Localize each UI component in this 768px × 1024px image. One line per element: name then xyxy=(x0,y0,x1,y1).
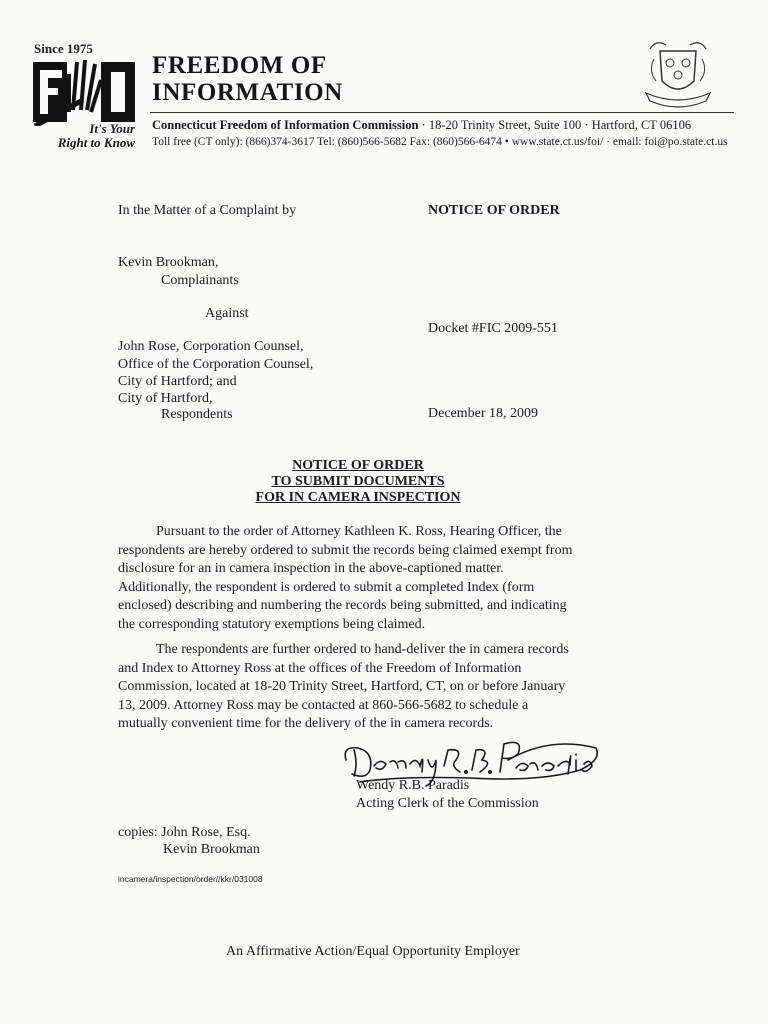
paragraph-2-line: and Index to Attorney Ross at the offices of the Freedom of Information xyxy=(118,660,522,676)
notice-label: NOTICE OF ORDER xyxy=(428,203,560,218)
paragraph-1-line: Additionally, the respondent is ordered to submit a completed Index (form xyxy=(118,579,535,595)
file-reference: incamera/inspection/order//kkr/031008 xyxy=(118,874,263,884)
paragraph-2-line: mutually convenient time for the delivery of the in camera records. xyxy=(118,716,494,731)
paragraph-1 xyxy=(118,523,598,634)
paragraph-1-line: the corresponding statutory exemptions being claimed. xyxy=(118,616,426,632)
copies-line-1: copies: John Rose, Esq. xyxy=(118,825,251,840)
tagline-line1: It's Your xyxy=(89,121,135,136)
paragraph-2 xyxy=(118,641,598,734)
contact-phone-line: Toll free (CT only): (866)374-3617 Tel: (860)566-5682 Fax: (860)566-6474 • www.state.ct.us/foi/ · email: foi@po.state.ct.us xyxy=(152,136,728,148)
paragraph-1-line: enclosed) describing and numbering the records being submitted, and indicating xyxy=(118,598,567,613)
paragraph-2-line: Commission, located at 18-20 Trinity Street, Hartford, CT, on or before January xyxy=(118,679,566,694)
foi-logo-icon xyxy=(33,60,135,126)
copies-line-2: Kevin Brookman xyxy=(163,842,260,857)
commission-name: Connecticut Freedom of Information Commission xyxy=(152,118,419,132)
respondent-role: Respondents xyxy=(161,407,233,422)
matter-label: In the Matter of a Complaint by xyxy=(118,203,297,218)
paragraph-1-line: Pursuant to the order of Attorney Kathleen K. Ross, Hearing Officer, the xyxy=(156,524,562,539)
respondent-line-3: City of Hartford; and xyxy=(118,374,237,389)
state-seal-icon xyxy=(640,35,716,111)
paragraph-1-line: respondents are hereby ordered to submit the records being claimed exempt from xyxy=(118,542,573,558)
tagline xyxy=(50,122,135,150)
docket-number: Docket #FIC 2009-551 xyxy=(428,321,558,336)
org-title-line2: INFORMATION xyxy=(152,79,343,106)
heading-line-1: NOTICE OF ORDER xyxy=(292,458,424,473)
letterhead-rule xyxy=(150,112,734,113)
complainant-role: Complainants xyxy=(161,273,239,288)
since-label: Since 1975 xyxy=(34,41,93,56)
paragraph-2-line: The respondents are further ordered to hand-deliver the in camera records xyxy=(156,642,569,657)
org-title xyxy=(152,52,343,106)
paragraph-2-line: 13, 2009. Attorney Ross may be contacted at 860-566-5682 to schedule a xyxy=(118,697,529,713)
tagline-line2: Right to Know xyxy=(57,135,135,150)
heading-line-2: TO SUBMIT DOCUMENTS xyxy=(271,474,445,489)
complainant-name: Kevin Brookman, xyxy=(118,255,219,270)
org-title-line1: FREEDOM OF xyxy=(152,52,327,79)
footer-statement: An Affirmative Action/Equal Opportunity Employer xyxy=(226,944,520,959)
respondent-line-2: Office of the Corporation Counsel, xyxy=(118,357,314,372)
contact-address-line xyxy=(152,118,691,133)
notice-date: December 18, 2009 xyxy=(428,406,539,421)
heading-line-3: FOR IN CAMERA INSPECTION xyxy=(255,490,461,505)
address: · 18-20 Trinity Street, Suite 100 · Hartford, CT 06106 xyxy=(418,118,692,132)
against-label: Against xyxy=(205,306,249,321)
respondent-line-4: City of Hartford, xyxy=(118,391,213,406)
signatory-title: Acting Clerk of the Commission xyxy=(356,796,539,811)
paragraph-1-line: disclosure for an in camera inspection in the above-captioned matter. xyxy=(118,561,504,576)
signatory-name: Wendy R.B. Paradis xyxy=(356,778,470,793)
respondent-line-1: John Rose, Corporation Counsel, xyxy=(118,339,304,354)
